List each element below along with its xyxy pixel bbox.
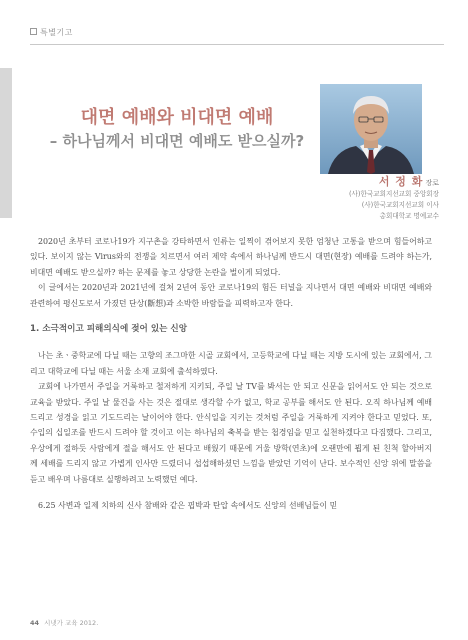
article-body xyxy=(30,234,432,514)
body-paragraph: 교회에 나가면서 주일을 거룩하고 철저하게 지키되, 주일 날 TV를 봐서는 안 되고 신문을 읽어서도 안 되는 것으로 교육을 받았다. 주일 날 물건을 사는 것은 절대로 생각할 수가 없고, 학교 공부를 해서도 안 된다. 오직 하나님께 예배드리고 성경을 읽고 기도드리는 날이어야 한다. 안식일을 지키는 것처럼 주일을 거룩하게 지켜야 한다고 믿었다. 또, 수입의 십일조를 반드시 드려야 할 것이고 이는 하나님의 축복을 받는 첩경임을 믿고 실천하겠다고 다짐했다. 그리고, 우상에게 절하듯 사람에게 절을 해서도 안 된다고 배웠기 때문에 거울 방학(연초)에 오랜만에 뵙게 된 친척 할아버지께 세배를 드리지 않고 가볍게 인사만 드렸더니 섭섭해하셨던 느낌을 받았던 기억이 난다. 보수적인 신앙 위에 말씀을 듣고 배우며 나름대로 실행하려고 노력했던 예다. xyxy=(30,382,432,484)
author-name: 서 정 화 xyxy=(378,175,424,188)
author-portrait-image xyxy=(320,84,422,174)
author-honorific: 장로 xyxy=(425,179,439,187)
article-subtitle: – 하나님께서 비대면 예배도 받으실까? xyxy=(49,132,305,150)
body-paragraph: 나는 초ㆍ중학교에 다닐 때는 고향의 조그마한 시골 교회에서, 고등학교에 다닐 때는 지방 도시에 있는 교회에서, 그리고 대학교에 다닐 때는 서울 소재 교회에 출석하였다. xyxy=(30,351,432,376)
publication-name: 시냇가 교육 2012. xyxy=(44,619,99,627)
page-footer xyxy=(30,618,98,627)
body-paragraph: 6.25 사변과 일제 치하의 신사 참배와 같은 핍박과 탄압 속에서도 신앙의 선배님들이 믿 xyxy=(38,501,338,511)
header-divider xyxy=(30,44,444,45)
section-square-icon xyxy=(30,28,37,35)
page-number: 44 xyxy=(30,619,40,627)
section-heading: 1. 소극적이고 피해의식에 젖어 있는 신앙 xyxy=(30,324,188,335)
author-info xyxy=(349,176,439,222)
article-title: 대면 예배와 비대면 예배 xyxy=(80,107,274,128)
author-title-3: 총회대학교 명예교수 xyxy=(379,212,439,220)
author-title-1: (사)한국교회지선교회 중앙회장 xyxy=(348,190,439,198)
author-title-2: (사)한국교회지선교회 이사 xyxy=(361,201,439,209)
section-label xyxy=(30,27,73,38)
author-photo xyxy=(320,84,422,174)
section-label-text: 특별기고 xyxy=(40,28,73,37)
body-paragraph: 이 글에서는 2020년과 2021년에 걸쳐 2년여 동안 코로나19의 험든 터널을 지나면서 대면 예배와 비대면 예배와 관련하여 평신도로서 가졌던 단상(斷想)과 소박한 바람들을 피력하고자 한다. xyxy=(30,283,432,308)
body-paragraph: 2020년 초부터 코로나19가 지구촌을 강타하면서 인류는 일찍이 겪어보지 못한 엄청난 고통을 받으며 힘들어하고 있다. 보이지 않는 Virus와의 전쟁을 치르면서 여러 제약 속에서 하나님께 반드시 대면(현장) 예배를 드려야 하는가, 비대면 예배도 받으실까? 하는 문제를 놓고 상당한 논란을 벌이게 되었다. xyxy=(30,237,432,277)
author-name-line xyxy=(349,176,439,189)
